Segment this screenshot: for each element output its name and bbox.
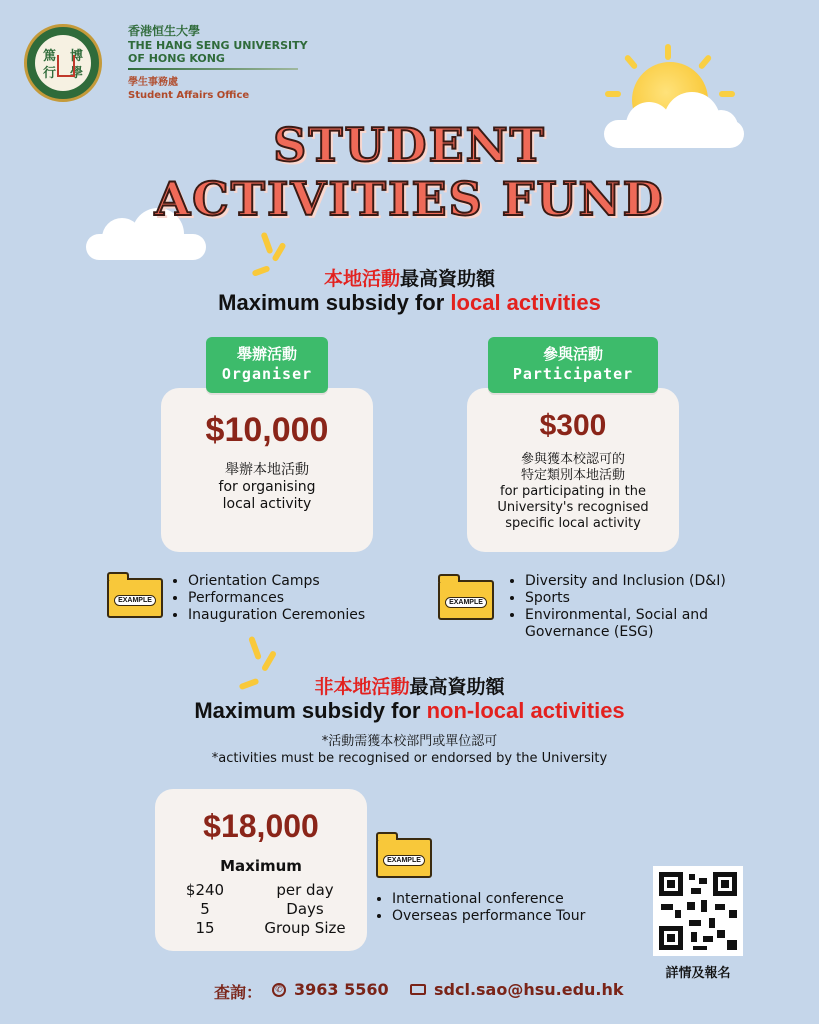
poster-title-line1: STUDENT	[273, 118, 546, 172]
local-heading-zh-highlight: 本地活動	[323, 268, 400, 290]
phone-number: 3963 5560	[294, 980, 389, 999]
nonlocal-heading-en-highlight: non-local activities	[426, 698, 625, 723]
list-item: • Orientation Camps	[188, 573, 428, 590]
list-item: • International conference	[392, 891, 642, 908]
local-heading-en-highlight: local activities	[450, 290, 601, 315]
book-icon	[57, 55, 75, 77]
list-item: • Diversity and Inclusion (D&I)	[525, 573, 765, 590]
organiser-card	[161, 388, 373, 552]
email-contact[interactable]	[410, 980, 624, 999]
logo-glyph: 博	[69, 49, 83, 64]
nonlocal-note-zh: *活動需獲本校部門或單位認可	[321, 734, 498, 749]
participant-desc-line: specific local activity	[505, 516, 641, 531]
org-name-en-line2: OF HONG KONG	[128, 52, 225, 65]
nonlocal-note-en: *activities must be recognised or endorsed by the University	[211, 751, 608, 766]
logo-seal	[35, 35, 91, 91]
nonlocal-card	[155, 789, 367, 951]
participant-tag-zh: 參與活動	[542, 345, 603, 363]
list-item: • Environmental, Social and Governance (ESG)	[525, 607, 765, 641]
maximum-label: Maximum	[220, 857, 302, 875]
organiser-tag-en: Organiser	[221, 365, 313, 383]
nonlocal-amount: $18,000	[203, 808, 319, 844]
office-name-zh: 學生事務處	[128, 77, 178, 88]
qr-caption: 詳情及報名	[665, 966, 731, 981]
stat-value: $240	[185, 881, 225, 899]
local-heading-zh-rest: 最高資助額	[400, 268, 496, 290]
poster-title-line2: ACTIVITIES FUND	[154, 172, 665, 226]
nonlocal-heading-zh-highlight: 非本地活動	[314, 676, 410, 698]
participant-tag	[488, 337, 658, 393]
list-item: • Overseas performance Tour	[392, 908, 642, 925]
list-item: • Sports	[525, 590, 765, 607]
example-folder-icon	[107, 578, 163, 618]
org-name-en-line1: THE HANG SENG UNIVERSITY	[128, 39, 308, 52]
stat-value: 5	[200, 900, 210, 918]
local-heading-en-prefix: Maximum subsidy for	[218, 290, 451, 315]
nonlocal-stats	[155, 881, 367, 938]
nonlocal-heading-zh-rest: 最高資助額	[409, 676, 505, 698]
qr-code[interactable]	[653, 866, 743, 956]
enquiry-label: 查詢：	[214, 983, 263, 1002]
example-folder-icon	[438, 580, 494, 620]
nonlocal-examples-list	[376, 891, 642, 925]
stat-label: Days	[286, 900, 324, 918]
list-item: • Inauguration Ceremonies	[188, 607, 428, 624]
cloud-icon	[86, 234, 206, 260]
participant-examples-list	[509, 573, 765, 641]
participant-desc-line: for participating in the	[500, 484, 646, 499]
organiser-description	[161, 462, 373, 513]
participant-tag-en: Participater	[512, 365, 634, 383]
mail-icon	[410, 984, 426, 995]
participant-desc-line: 參與獲本校認可的	[520, 452, 625, 467]
example-label: EXAMPLE	[114, 595, 156, 606]
stat-row	[155, 881, 367, 900]
stat-row	[155, 900, 367, 919]
stat-label: per day	[276, 881, 334, 899]
organiser-amount: $10,000	[205, 411, 329, 449]
example-folder-icon	[376, 838, 432, 878]
phone-icon: ✆	[272, 983, 286, 997]
organiser-desc-line: 舉辦本地活動	[225, 462, 309, 478]
email-address: sdcl.sao@hsu.edu.hk	[434, 980, 624, 999]
participant-desc-line: University's recognised	[497, 500, 649, 515]
local-heading-zh	[0, 264, 819, 291]
org-name-zh: 香港恒生大學	[128, 24, 201, 38]
participant-description	[467, 452, 679, 532]
organiser-desc-line: local activity	[222, 496, 312, 512]
office-name-en: Student Affairs Office	[128, 90, 250, 101]
participant-card	[467, 388, 679, 552]
organiser-examples-list	[172, 573, 428, 624]
nonlocal-heading-zh	[0, 672, 819, 699]
example-label: EXAMPLE	[445, 597, 487, 608]
nonlocal-heading-en-prefix: Maximum subsidy for	[194, 698, 427, 723]
organiser-tag	[206, 337, 328, 393]
example-label: EXAMPLE	[383, 855, 425, 866]
university-logo	[24, 24, 102, 102]
logo-glyph: 行	[43, 66, 57, 81]
participant-amount: $300	[539, 409, 607, 442]
phone-contact[interactable]	[272, 980, 389, 999]
logo-glyph: 篤	[43, 49, 57, 64]
stat-row	[155, 919, 367, 938]
nonlocal-heading-en	[0, 698, 819, 724]
participant-desc-line: 特定類別本地活動	[520, 468, 625, 483]
stat-value: 15	[195, 919, 215, 937]
list-item: • Performances	[188, 590, 428, 607]
stat-label: Group Size	[264, 919, 346, 937]
local-heading-en	[0, 290, 819, 316]
divider	[128, 68, 298, 70]
logo-glyph: 學	[69, 66, 83, 81]
organiser-tag-zh: 舉辦活動	[236, 345, 297, 363]
organiser-desc-line: for organising	[218, 479, 316, 495]
org-name-block	[128, 24, 308, 102]
